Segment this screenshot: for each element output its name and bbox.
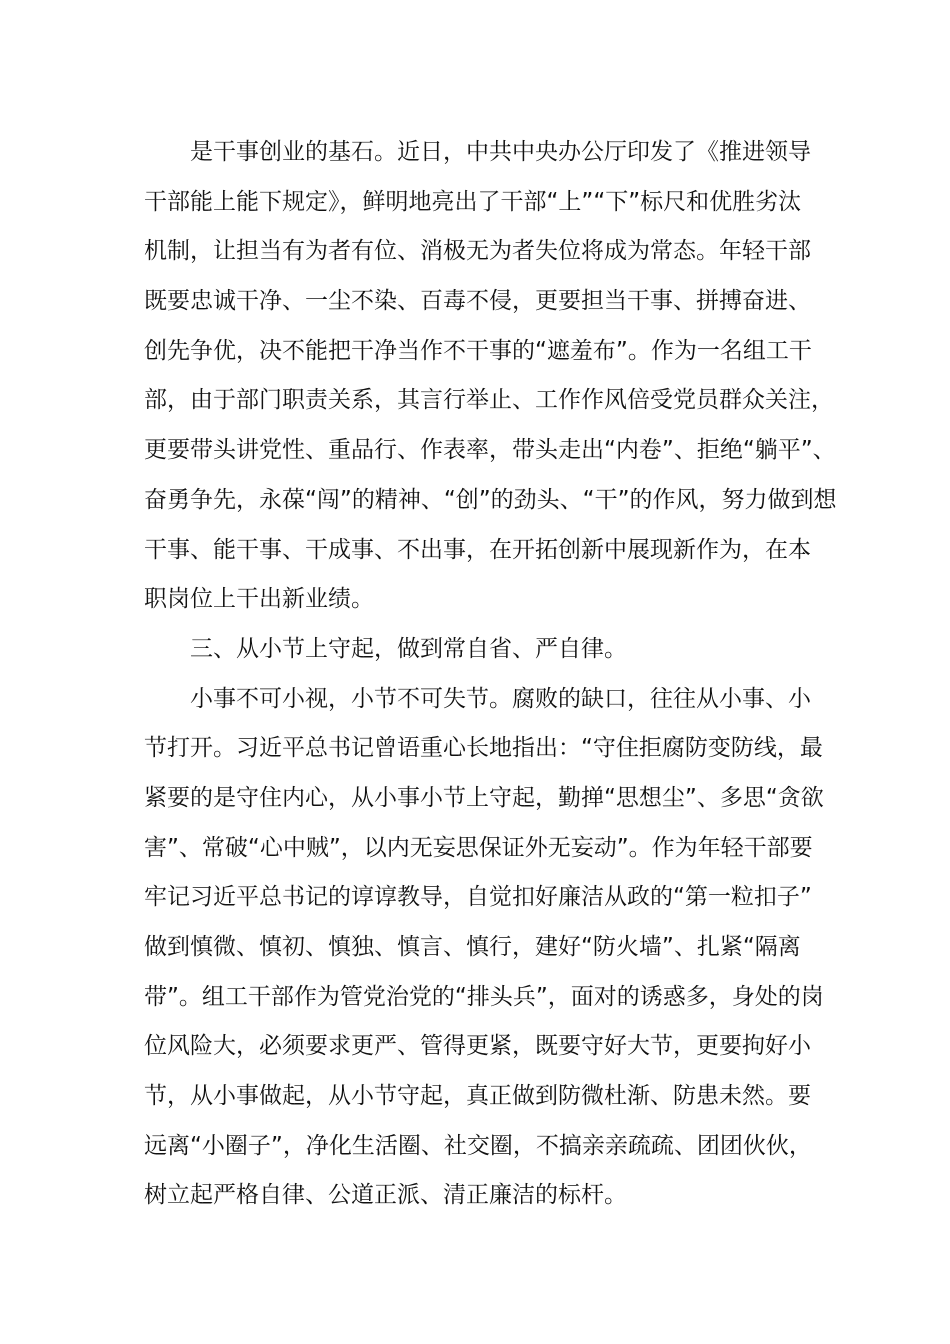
text-line: 小事不可小视，小节不可失节。腐败的缺口，往往从小事、小 <box>190 685 811 712</box>
text-line: 做到慎微、慎初、慎独、慎言、慎行，建好“防火墙”、扎紧“隔离 <box>144 934 801 960</box>
text-line: 远离“小圈子”，净化生活圈、社交圈，不搞亲亲疏疏、团团伙伙， <box>144 1132 812 1159</box>
text-line: 紧要的是守住内心，从小事小节上守起，勤掸“思想尘”、多思“贪欲 <box>144 784 824 811</box>
text-line: 创先争优，决不能把干净当作不干事的“遮羞布”。作为一名组工干 <box>144 337 812 364</box>
document-body <box>144 128 844 1221</box>
text-line: 节打开。习近平总书记曾语重心长地指出：“守住拒腐防变防线，最 <box>144 735 823 762</box>
text-line: 奋勇争先，永葆“闯”的精神、“创”的劲头、“干”的作风，努力做到想 <box>144 486 837 513</box>
text-line: 三、从小节上守起，做到常自省、严自律。 <box>190 635 627 662</box>
text-line: 是干事创业的基石。近日，中共中央办公厅印发了《推进领导 <box>190 139 811 165</box>
text-line: 部，由于部门职责关系，其言行举止、工作作风倍受党员群众关注， <box>144 387 834 414</box>
text-line: 干部能上能下规定》，鲜明地亮出了干部“上”“下”标尺和优胜劣汰 <box>144 188 802 215</box>
text-line: 害”、常破“心中贼”，以内无妄思保证外无妄动”。作为年轻干部要 <box>144 834 813 861</box>
text-line: 职岗位上干出新业绩。 <box>144 586 374 613</box>
text-line: 机制，让担当有为者有位、消极无为者失位将成为常态。年轻干部 <box>144 238 811 265</box>
text-line: 节，从小事做起，从小节守起，真正做到防微杜渐、防患未然。要 <box>144 1083 811 1110</box>
text-line: 干事、能干事、干成事、不出事，在开拓创新中展现新作为，在本 <box>144 536 811 563</box>
text-line: 牢记习近平总书记的谆谆教导，自觉扣好廉洁从政的“第一粒扣子” <box>144 884 812 911</box>
text-line: 带”。组工干部作为管党治党的“排头兵”，面对的诱惑多，身处的岗 <box>144 983 824 1010</box>
text-line: 更要带头讲党性、重品行、作表率，带头走出“内卷”、拒绝“躺平”、 <box>144 437 836 464</box>
text-line: 位风险大，必须要求更严、管得更紧，既要守好大节，更要拘好小 <box>144 1033 811 1060</box>
text-line: 既要忠诚干净、一尘不染、百毒不侵，更要担当干事、拼搏奋进、 <box>144 288 811 315</box>
text-line: 树立起严格自律、公道正派、清正廉洁的标杆。 <box>144 1182 627 1209</box>
